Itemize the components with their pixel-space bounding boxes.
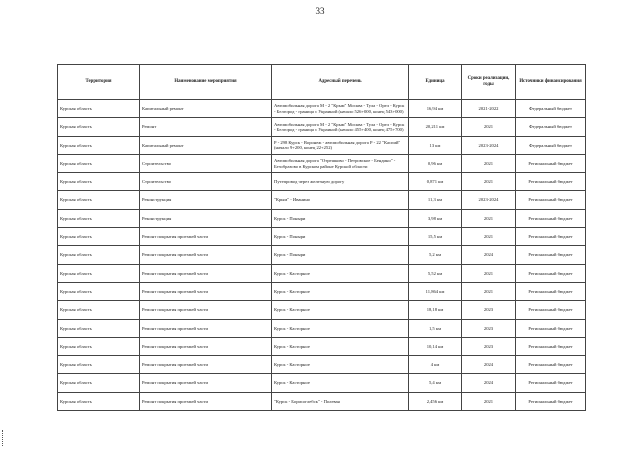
cell-measure: Ремонт покрытия проезжей части <box>140 282 272 300</box>
cell-unit: 0,871 км <box>409 173 462 191</box>
header-period: Сроки реализации, годы <box>462 65 516 100</box>
table-row <box>58 228 586 246</box>
cell-territory: Курская область <box>58 246 140 264</box>
cell-address: Курск - Касторное <box>272 374 409 392</box>
cell-period: 2021-2022 <box>462 100 516 118</box>
cell-address: Курск - Поныри <box>272 246 409 264</box>
cell-period: 2021 <box>462 209 516 227</box>
cell-funding: Региональный бюджет <box>516 282 586 300</box>
cell-funding: Региональный бюджет <box>516 173 586 191</box>
cell-funding: Региональный бюджет <box>516 337 586 355</box>
roads-table <box>57 64 586 411</box>
cell-territory: Курская область <box>58 228 140 246</box>
cell-period: 2023 <box>462 337 516 355</box>
cell-funding: Федеральный бюджет <box>516 100 586 118</box>
table-row <box>58 246 586 264</box>
table-body <box>58 100 586 411</box>
cell-funding: Федеральный бюджет <box>516 136 586 154</box>
cell-measure: Строительство <box>140 154 272 172</box>
cell-unit: 10,14 км <box>409 337 462 355</box>
cell-address: Курск - Поныри <box>272 228 409 246</box>
cell-funding: Региональный бюджет <box>516 246 586 264</box>
cell-funding: Региональный бюджет <box>516 191 586 209</box>
cell-measure: Реконструкция <box>140 191 272 209</box>
header-unit: Единица <box>409 65 462 100</box>
cell-address: "Крым" - Иванино <box>272 191 409 209</box>
cell-unit: 11,864 км <box>409 282 462 300</box>
cell-period: 2021 <box>462 118 516 136</box>
table-row <box>58 154 586 172</box>
cell-measure: Ремонт покрытия проезжей части <box>140 228 272 246</box>
table-header-row <box>58 65 586 100</box>
cell-unit: 2,456 км <box>409 392 462 410</box>
cell-territory: Курская область <box>58 374 140 392</box>
cell-unit: 1,5 км <box>409 319 462 337</box>
table-row <box>58 319 586 337</box>
cell-address: Автомобильная дорога "Отрешково - Петровское - Бендино" - Безобразово в Курском районе Курской области <box>272 154 409 172</box>
cell-measure: Ремонт покрытия проезжей части <box>140 301 272 319</box>
table-row <box>58 337 586 355</box>
cell-unit: 3,98 км <box>409 209 462 227</box>
cell-territory: Курская область <box>58 191 140 209</box>
cell-unit: 20,211 км <box>409 118 462 136</box>
table-row <box>58 173 586 191</box>
cell-funding: Региональный бюджет <box>516 356 586 374</box>
cell-period: 2023-2024 <box>462 191 516 209</box>
header-address: Адресный перечень <box>272 65 409 100</box>
cell-measure: Ремонт покрытия проезжей части <box>140 337 272 355</box>
header-territory: Территория <box>58 65 140 100</box>
cell-territory: Курская область <box>58 136 140 154</box>
cell-unit: 13 км <box>409 136 462 154</box>
cell-territory: Курская область <box>58 282 140 300</box>
cell-unit: 5,4 км <box>409 374 462 392</box>
cell-measure: Реконструкция <box>140 209 272 227</box>
cell-territory: Курская область <box>58 264 140 282</box>
cell-funding: Региональный бюджет <box>516 228 586 246</box>
cell-territory: Курская область <box>58 118 140 136</box>
cell-unit: 15,5 км <box>409 228 462 246</box>
cell-territory: Курская область <box>58 209 140 227</box>
table-row <box>58 282 586 300</box>
page-number: 33 <box>315 6 325 16</box>
table-row <box>58 301 586 319</box>
table-row <box>58 209 586 227</box>
cell-measure: Ремонт покрытия проезжей части <box>140 356 272 374</box>
cell-measure: Ремонт покрытия проезжей части <box>140 374 272 392</box>
cell-address: Курск - Поныри <box>272 209 409 227</box>
cell-address: Курск - Касторное <box>272 337 409 355</box>
cell-territory: Курская область <box>58 173 140 191</box>
cell-territory: Курская область <box>58 356 140 374</box>
table-row <box>58 191 586 209</box>
cell-period: 2021 <box>462 282 516 300</box>
table-row <box>58 264 586 282</box>
margin-mark <box>2 430 5 446</box>
cell-address: Р - 298 Курск - Воронеж - автомобильная дорога Р - 22 "Каспий" (начало 9+200, конец 22+252) <box>272 136 409 154</box>
cell-funding: Федеральный бюджет <box>516 118 586 136</box>
cell-territory: Курская область <box>58 392 140 410</box>
cell-measure: Капитальный ремонт <box>140 100 272 118</box>
cell-measure: Ремонт покрытия проезжей части <box>140 246 272 264</box>
cell-measure: Строительство <box>140 173 272 191</box>
cell-territory: Курская область <box>58 337 140 355</box>
table-row <box>58 100 586 118</box>
cell-funding: Региональный бюджет <box>516 154 586 172</box>
table-row <box>58 374 586 392</box>
cell-period: 2021 <box>462 392 516 410</box>
cell-funding: Региональный бюджет <box>516 264 586 282</box>
cell-funding: Региональный бюджет <box>516 392 586 410</box>
cell-territory: Курская область <box>58 154 140 172</box>
cell-funding: Региональный бюджет <box>516 301 586 319</box>
cell-unit: 0,96 км <box>409 154 462 172</box>
table-row <box>58 392 586 410</box>
cell-measure: Капитальный ремонт <box>140 136 272 154</box>
header-measure: Наименование мероприятия <box>140 65 272 100</box>
table-row <box>58 136 586 154</box>
cell-period: 2023 <box>462 301 516 319</box>
cell-period: 2021 <box>462 173 516 191</box>
cell-period: 2024 <box>462 356 516 374</box>
cell-unit: 18,18 км <box>409 301 462 319</box>
cell-address: Курск - Касторное <box>272 356 409 374</box>
cell-address: Курск - Касторное <box>272 264 409 282</box>
cell-address: Курск - Касторное <box>272 301 409 319</box>
cell-address: Автомобильная дорога М - 2 "Крым" Москва - Тула - Орел - Курск - Белгород - граница с Украиной (начало 455+400, конец 475+700) <box>272 118 409 136</box>
cell-period: 2023-2024 <box>462 136 516 154</box>
cell-address: Путепровод через железную дорогу <box>272 173 409 191</box>
cell-unit: 5,2 км <box>409 246 462 264</box>
cell-territory: Курская область <box>58 100 140 118</box>
header-funding: Источники финансирования <box>516 65 586 100</box>
cell-funding: Региональный бюджет <box>516 209 586 227</box>
cell-address: "Курск - Борисоглебск" - Полевая <box>272 392 409 410</box>
cell-measure: Ремонт покрытия проезжей части <box>140 319 272 337</box>
cell-unit: 16,94 км <box>409 100 462 118</box>
cell-period: 2024 <box>462 246 516 264</box>
cell-period: 2024 <box>462 374 516 392</box>
cell-territory: Курская область <box>58 319 140 337</box>
cell-period: 2021 <box>462 264 516 282</box>
cell-address: Автомобильная дорога М - 2 "Крым" Москва - Тула - Орел - Курск - Белгород - граница с Украиной (начало 526+000, конец 543+000) <box>272 100 409 118</box>
cell-funding: Региональный бюджет <box>516 374 586 392</box>
cell-period: 2023 <box>462 319 516 337</box>
cell-measure: Ремонт покрытия проезжей части <box>140 264 272 282</box>
cell-measure: Ремонт <box>140 118 272 136</box>
table-row <box>58 118 586 136</box>
cell-unit: 4 км <box>409 356 462 374</box>
cell-measure: Ремонт покрытия проезжей части <box>140 392 272 410</box>
cell-period: 2021 <box>462 154 516 172</box>
cell-unit: 5,52 км <box>409 264 462 282</box>
cell-address: Курск - Касторное <box>272 319 409 337</box>
table-row <box>58 356 586 374</box>
cell-period: 2021 <box>462 228 516 246</box>
cell-funding: Региональный бюджет <box>516 319 586 337</box>
cell-territory: Курская область <box>58 301 140 319</box>
cell-address: Курск - Касторное <box>272 282 409 300</box>
cell-unit: 11,3 км <box>409 191 462 209</box>
